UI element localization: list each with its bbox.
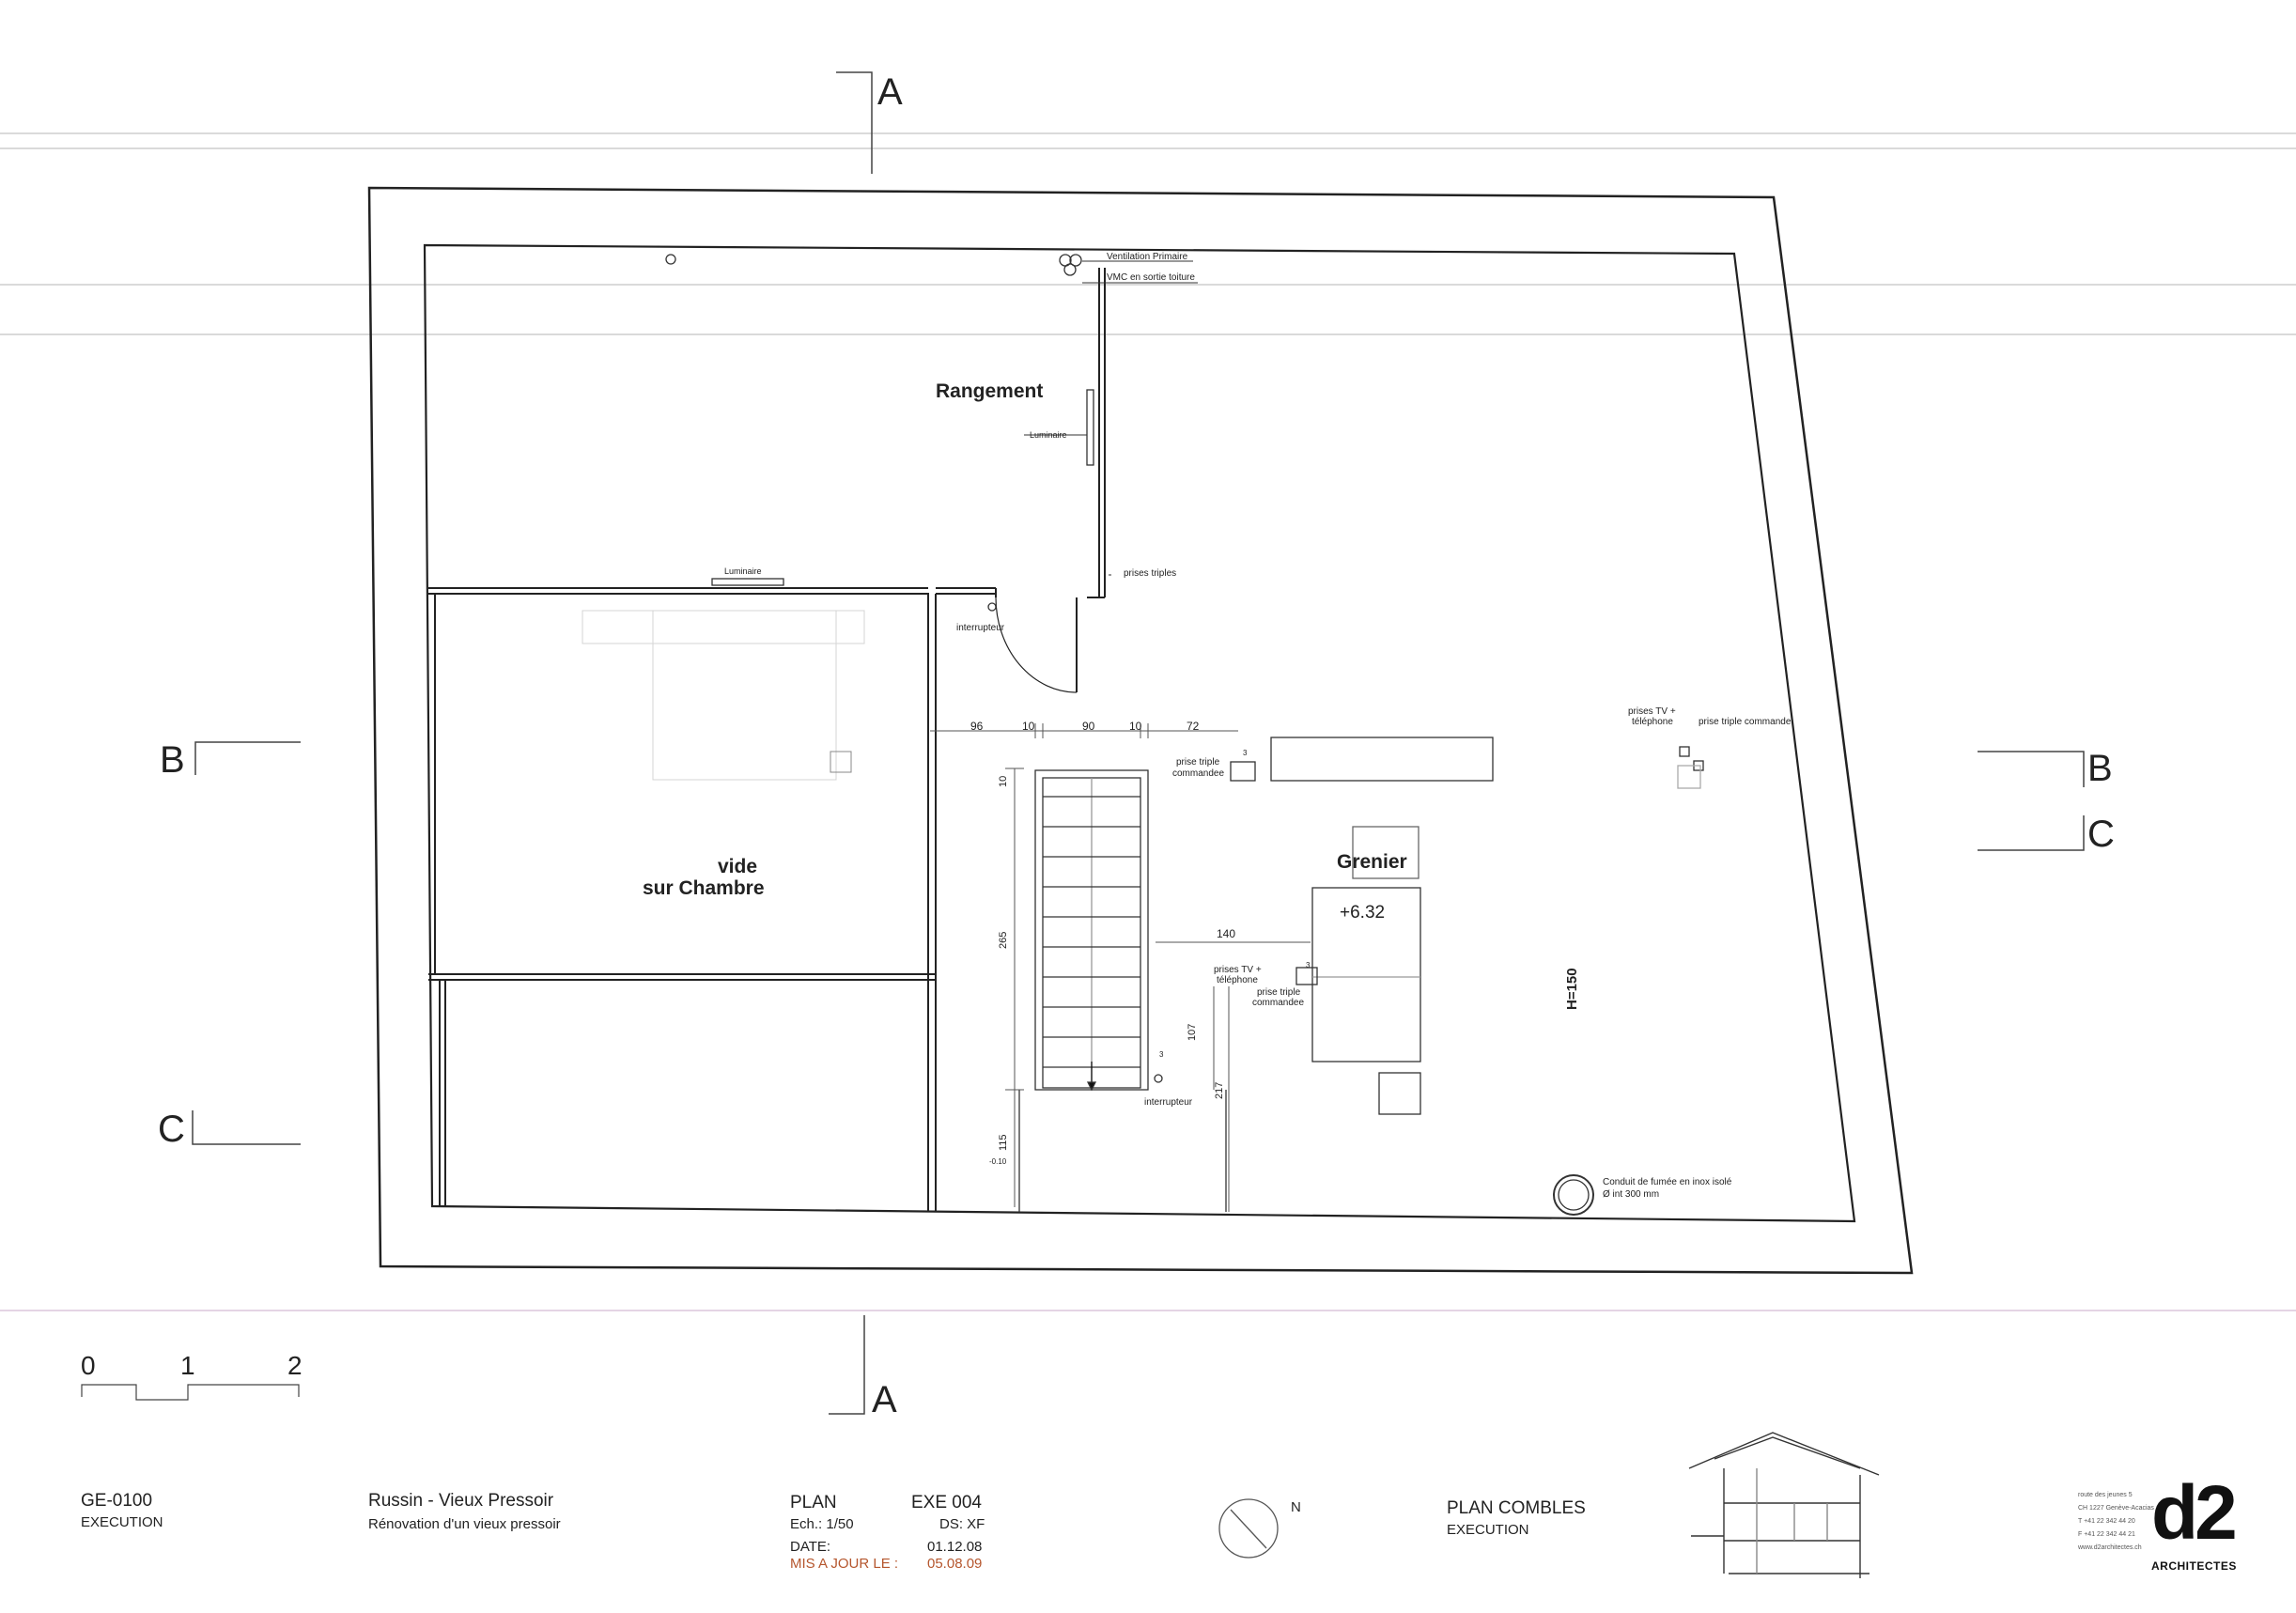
room-label-grenier: Grenier [1337, 851, 1407, 873]
note-prise-triple-1a: prise triple [1176, 757, 1220, 768]
fixtures [666, 255, 1703, 1215]
note-mark-3a: 3 [1243, 749, 1248, 757]
dim-115: 115 [998, 1134, 1009, 1151]
dim-217: 217 [1214, 1081, 1225, 1099]
scale-bar [82, 1385, 299, 1400]
stair [1019, 770, 1226, 1212]
note-prise-triple-3a: prise triple [1257, 987, 1301, 998]
sheet-subtitle: EXECUTION [1447, 1522, 1529, 1538]
room-label-vide-line1: vide [718, 856, 758, 877]
section-marker-b-left: B [160, 739, 185, 781]
note-conduit-a: Conduit de fumée en inox isolé [1603, 1177, 1732, 1187]
note-prises-tv-2b: téléphone [1217, 975, 1258, 985]
note-prises-triples: prises triples [1124, 568, 1177, 579]
faint-bed-sketch [582, 611, 864, 780]
guide-lines [0, 133, 2296, 1311]
note-prises-tv-1a: prises TV + [1628, 706, 1676, 717]
note-conduit-b: Ø int 300 mm [1603, 1189, 1660, 1200]
scale-tick-2: 2 [287, 1351, 303, 1380]
room-label-rangement: Rangement [936, 380, 1044, 402]
firm-address-line3: T +41 22 342 44 20 [2078, 1518, 2135, 1525]
note-prises-tv-1b: téléphone [1632, 717, 1673, 727]
plan-ds: DS: XF [939, 1516, 985, 1532]
note-luminaire-vide: Luminaire [724, 566, 762, 576]
firm-logo: d2 [2151, 1470, 2234, 1556]
plan-number: EXE 004 [911, 1493, 982, 1512]
note-prises-tv-2a: prises TV + [1214, 965, 1262, 975]
note-interrupteur-stair: interrupteur [1144, 1097, 1193, 1108]
note-prise-triple-1b: commandee [1172, 768, 1225, 779]
dim-265: 265 [998, 931, 1009, 949]
project-subtitle: Rénovation d'un vieux pressoir [368, 1516, 561, 1532]
note-mark-3c: 3 [1306, 961, 1311, 969]
dim-minus-010: -0.10 [989, 1157, 1007, 1166]
dim-96: 96 [970, 720, 984, 733]
room-label-vide-line2: sur Chambre [643, 877, 765, 899]
dim-90: 90 [1082, 720, 1095, 733]
section-marker-c-left: C [158, 1109, 185, 1150]
house-section-thumbnail [1689, 1433, 1879, 1578]
sheet-title: PLAN COMBLES [1447, 1498, 1586, 1518]
section-marker-c-right: C [2087, 814, 2115, 855]
firm-address-line4: F +41 22 342 44 21 [2078, 1531, 2135, 1538]
plan-label: PLAN [790, 1493, 837, 1512]
level-mark: +6.32 [1340, 903, 1386, 923]
note-interrupteur-door: interrupteur [956, 623, 1005, 633]
note-prise-triple-3b: commandee [1252, 998, 1305, 1008]
scale-tick-0: 0 [81, 1351, 96, 1380]
note-prise-triple-2: prise triple commande [1699, 717, 1792, 727]
dim-10v: 10 [998, 775, 1009, 787]
drawing-code-sub: EXECUTION [81, 1514, 163, 1530]
note-mark-3b: 3 [1159, 1050, 1164, 1059]
dim-72: 72 [1187, 720, 1200, 733]
dim-140: 140 [1217, 927, 1236, 940]
north-arrow-icon [1219, 1499, 1278, 1558]
section-marker-b-right: B [2087, 748, 2113, 789]
firm-address [2078, 1489, 2154, 1555]
date-value: 01.12.08 [927, 1539, 983, 1555]
dim-10b: 10 [1129, 720, 1142, 733]
plan-scale: Ech.: 1/50 [790, 1516, 854, 1532]
scale-tick-1: 1 [180, 1351, 195, 1380]
project-name: Russin - Vieux Pressoir [368, 1491, 554, 1511]
note-vmc: VMC en sortie toiture [1107, 272, 1195, 283]
firm-logo-subtitle: ARCHITECTES [2151, 1559, 2237, 1573]
height-mark: H=150 [1564, 968, 1580, 1010]
note-ventilation: Ventilation Primaire [1107, 252, 1188, 262]
firm-address-line1: route des jeunes 5 [2078, 1492, 2133, 1498]
firm-address-line5: www.d2architectes.ch [2078, 1544, 2142, 1551]
drawing-code: GE-0100 [81, 1491, 153, 1511]
dim-107: 107 [1187, 1023, 1198, 1041]
update-value: 05.08.09 [927, 1556, 983, 1572]
dim-10a: 10 [1022, 720, 1035, 733]
date-label: DATE: [790, 1539, 831, 1555]
note-luminaire-rangement: Luminaire [1030, 430, 1067, 440]
section-marker-a-top: A [877, 71, 903, 113]
section-marker-a-bottom: A [872, 1379, 897, 1420]
north-label: N [1291, 1499, 1301, 1515]
firm-address-line2: CH 1227 Genève-Acacias [2078, 1505, 2154, 1512]
update-label: MIS A JOUR LE : [790, 1556, 899, 1572]
interior-walls [428, 268, 1105, 1212]
